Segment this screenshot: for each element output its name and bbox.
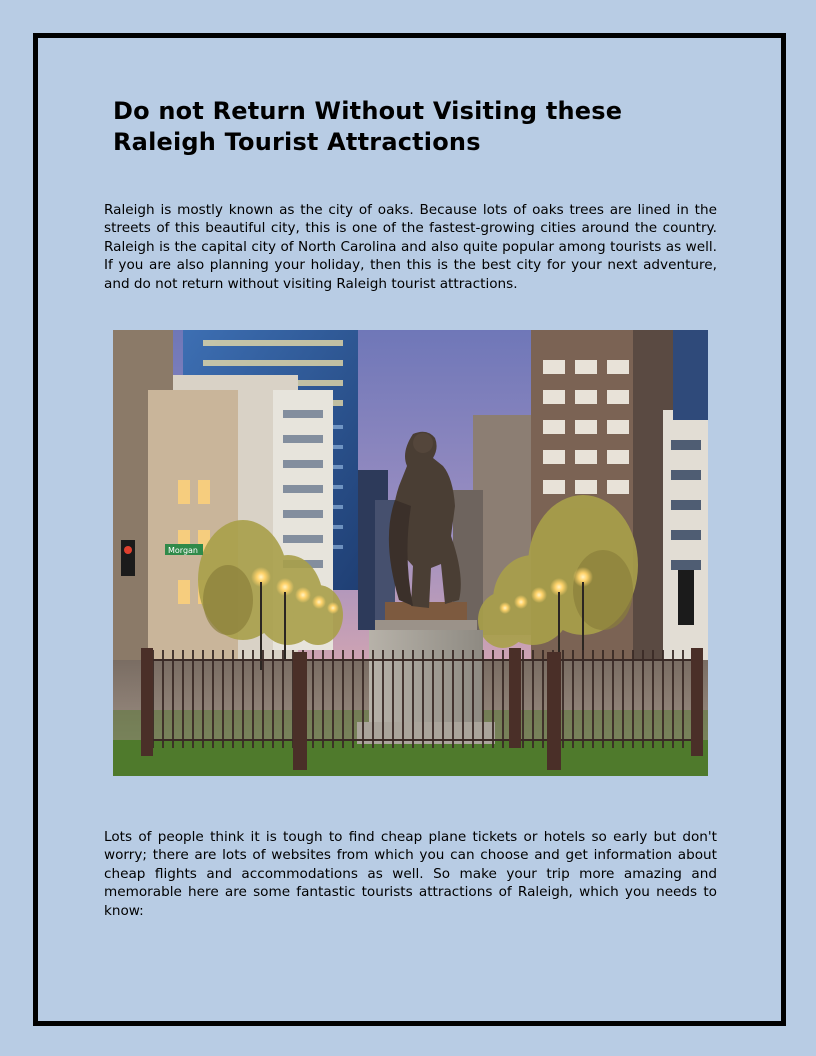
document-title: Do not Return Without Visiting these Raleigh Tourist Attractions: [113, 97, 623, 156]
raleigh-street-statue-photo: [113, 330, 708, 776]
street-sign-text: Morgan: [168, 546, 198, 555]
intro-paragraph: Raleigh is mostly known as the city of oaks. Because lots of oaks trees are lined in the streets of this beautiful city, this is one of the fastest-growing cities around the country. Raleigh is the capital city of North Carolina and also quite popular among tourists as well. If you are also planning your holiday, then this is the best city for your next adventure, and do not return without visiting Raleigh tourist attractions.: [104, 202, 717, 292]
second-paragraph: Lots of people think it is tough to find cheap plane tickets or hotels so early but don't worry; there are lots of websites from which you can choose and get information about cheap flights and accommodations as well. So make your trip more amazing and memorable here are some fantastic tourists attractions of Raleigh, which you needs to know:: [104, 829, 717, 919]
